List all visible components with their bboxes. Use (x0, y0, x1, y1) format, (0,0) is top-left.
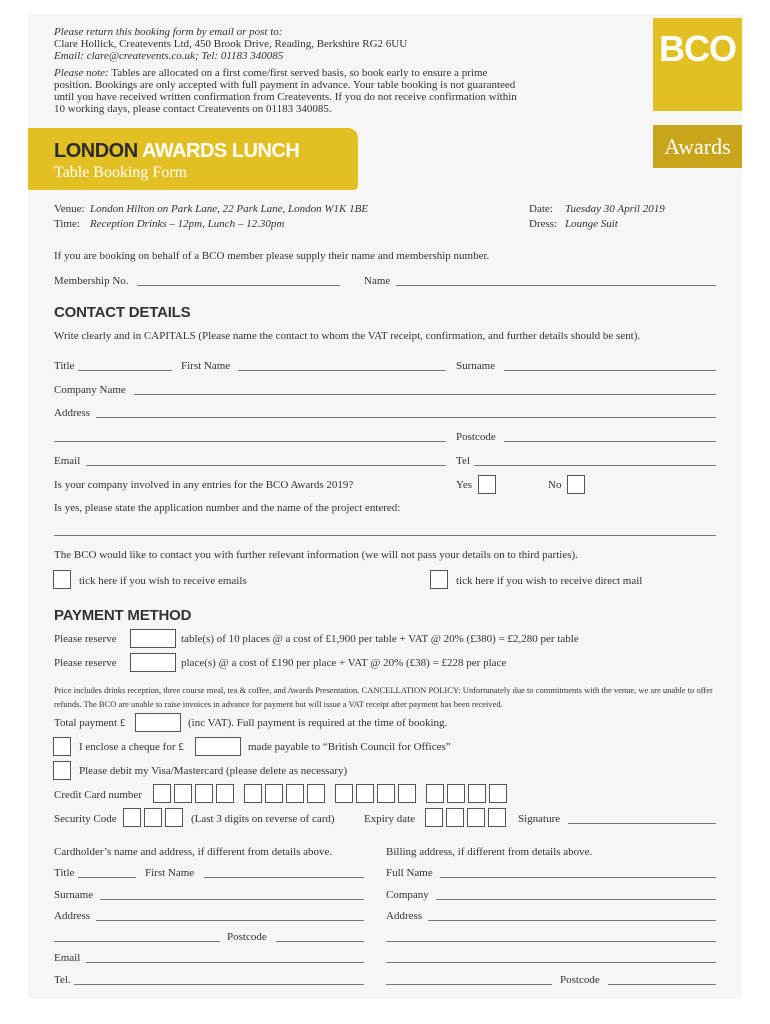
card-digit-box[interactable] (195, 784, 213, 803)
tables-quantity-input[interactable] (130, 629, 176, 648)
billing-address-field-2[interactable] (386, 941, 716, 942)
title-label: Title (54, 360, 75, 372)
contact-consent: The BCO would like to contact you with further relevant information (we will not pass your details on to third parties). (54, 549, 578, 561)
email-field[interactable] (86, 465, 446, 466)
card-digit-box[interactable] (153, 784, 171, 803)
company-name-field[interactable] (134, 394, 716, 395)
postcode-label: Postcode (456, 431, 496, 443)
card-digit-box[interactable] (398, 784, 416, 803)
card-digit-box[interactable] (265, 784, 283, 803)
payment-method-heading: PAYMENT METHOD (54, 607, 192, 624)
card-digit-box[interactable] (447, 784, 465, 803)
cardholder-surname-field[interactable] (100, 899, 364, 900)
first-name-label: First Name (181, 360, 231, 372)
tables-price-text: table(s) of 10 places @ a cost of £1,900 per table + VAT @ 20% (£380) = £2,280 per table (181, 633, 579, 645)
cardholder-postcode-label: Postcode (227, 931, 267, 943)
billing-postcode-field[interactable] (608, 984, 716, 985)
card-digit-box[interactable] (335, 784, 353, 803)
card-digit-box[interactable] (377, 784, 395, 803)
no-checkbox[interactable] (567, 475, 585, 494)
card-digit-box[interactable] (286, 784, 304, 803)
card-digit-box[interactable] (356, 784, 374, 803)
signature-field[interactable] (568, 823, 716, 824)
total-payment-input[interactable] (135, 713, 181, 732)
billing-full-name-field[interactable] (440, 877, 716, 878)
billing-postcode-label: Postcode (560, 974, 600, 986)
awards-logo: Awards (653, 125, 742, 168)
cardholder-email-field[interactable] (86, 962, 364, 963)
card-digit-box[interactable] (174, 784, 192, 803)
first-name-field[interactable] (238, 370, 446, 371)
card-digit-box[interactable] (216, 784, 234, 803)
venue-value: London Hilton on Park Lane, 22 Park Lane, London W1K 1BE (90, 203, 369, 215)
direct-mail-option-label: tick here if you wish to receive direct mail (456, 575, 643, 587)
reserve-tables-label: Please reserve (54, 633, 117, 645)
security-code-label: Security Code (54, 813, 117, 825)
cardholder-heading: Cardholder’s name and address, if different from details above. (54, 846, 333, 858)
security-digit-box[interactable] (144, 808, 162, 827)
time-label: Time: (54, 218, 80, 230)
total-payment-note: (inc VAT). Full payment is required at the time of booking. (188, 717, 448, 729)
note-line-1: Please note: Tables are allocated on a first come/first served basis, so book early to ensure a prime (54, 67, 488, 79)
emails-option-label: tick here if you wish to receive emails (79, 575, 247, 587)
signature-label: Signature (518, 813, 561, 825)
card-digit-box[interactable] (489, 784, 507, 803)
date-label: Date: (529, 203, 553, 215)
member-name-label: Name (364, 275, 391, 287)
expiry-digit-box[interactable] (446, 808, 464, 827)
expiry-digit-box[interactable] (425, 808, 443, 827)
cardholder-address-label: Address (54, 910, 91, 922)
entries-question: Is your company involved in any entries for the BCO Awards 2019? (54, 479, 354, 491)
cheque-checkbox[interactable] (53, 737, 71, 756)
card-digit-box[interactable] (307, 784, 325, 803)
card-debit-checkbox[interactable] (53, 761, 71, 780)
cardholder-title-field[interactable] (78, 877, 136, 878)
security-digit-box[interactable] (123, 808, 141, 827)
expiry-digit-box[interactable] (467, 808, 485, 827)
cardholder-surname-label: Surname (54, 889, 94, 901)
venue-label: Venue: (54, 203, 85, 215)
total-payment-label: Total payment £ (54, 717, 126, 729)
billing-company-label: Company (386, 889, 429, 901)
email-label: Email (54, 455, 81, 467)
contact-line: Email: clare@createvents.co.uk; Tel: 01183 340085 (54, 50, 284, 62)
time-value: Reception Drinks – 12pm, Lunch – 12.30pm (90, 218, 285, 230)
address-field-1[interactable] (96, 417, 716, 418)
cardholder-first-name-label: First Name (145, 867, 195, 879)
membership-number-label: Membership No. (54, 275, 129, 287)
reserve-places-label: Please reserve (54, 657, 117, 669)
billing-address-field-4[interactable] (386, 984, 552, 985)
billing-full-name-label: Full Name (386, 867, 433, 879)
address-label: Address (54, 407, 91, 419)
cheque-label: I enclose a cheque for £ (79, 741, 184, 753)
entries-followup: Is yes, please state the application number and the name of the project entered: (54, 502, 401, 514)
cardholder-title-label: Title (54, 867, 75, 879)
expiry-digit-box[interactable] (488, 808, 506, 827)
emails-checkbox[interactable] (53, 570, 71, 589)
cardholder-tel-field[interactable] (74, 984, 364, 985)
billing-address-label: Address (386, 910, 423, 922)
expiry-date-label: Expiry date (364, 813, 416, 825)
direct-mail-checkbox[interactable] (430, 570, 448, 589)
title-field[interactable] (78, 370, 172, 371)
event-title: LONDON AWARDS LUNCH (54, 140, 300, 162)
card-digit-box[interactable] (468, 784, 486, 803)
card-digit-box[interactable] (244, 784, 262, 803)
note-line-2: position. Bookings are only accepted with full payment in advance. Your table booking is not guaranteed (54, 79, 516, 91)
address-line: Clare Hollick, Createvents Ltd, 450 Brook Drive, Reading, Berkshire RG2 6UU (54, 38, 408, 50)
billing-heading: Billing address, if different from details above. (386, 846, 593, 858)
contact-instructions: Write clearly and in CAPITALS (Please name the contact to whom the VAT receipt, confirmation, and further details should be sent). (54, 330, 641, 342)
membership-number-field[interactable] (137, 285, 340, 286)
security-digit-box[interactable] (165, 808, 183, 827)
cardholder-address-field-1[interactable] (96, 920, 364, 921)
member-name-field[interactable] (396, 285, 716, 286)
surname-field[interactable] (504, 370, 716, 371)
cheque-amount-input[interactable] (195, 737, 241, 756)
entries-details-field[interactable] (54, 535, 716, 536)
cardholder-email-label: Email (54, 952, 81, 964)
bco-logo: BCO (653, 18, 742, 111)
postcode-field[interactable] (504, 441, 716, 442)
note-line-3: until you have received written confirmation from Createvents. If you do not receive confirmation within (54, 91, 517, 103)
places-price-text: place(s) @ a cost of £190 per place + VAT @ 20% (£38) = £228 per place (181, 657, 507, 669)
contact-details-heading: CONTACT DETAILS (54, 304, 191, 321)
cardholder-tel-label: Tel. (54, 974, 71, 986)
card-number-label: Credit Card number (54, 789, 142, 801)
cardholder-address-field-2[interactable] (54, 941, 220, 942)
cardholder-first-name-field[interactable] (204, 877, 364, 878)
cheque-note: made payable to “British Council for Offices” (248, 741, 451, 753)
tel-field[interactable] (474, 465, 716, 466)
price-note: Price includes drinks reception, three course meal, tea & coffee, and Awards Presentation. CANCELLATION POLICY: Unfortunately due to commitments with the venue, we are unable to offer refunds. The BCO are unable to raise invoices in advance for payment but will issue a VAT receipt after payment has been received. (54, 685, 713, 709)
form-subtitle: Table Booking Form (54, 164, 188, 181)
security-code-note: (Last 3 digits on reverse of card) (191, 813, 335, 825)
card-debit-label: Please debit my Visa/Mastercard (please delete as necessary) (79, 765, 348, 777)
billing-address-field-1[interactable] (428, 920, 716, 921)
membership-intro: If you are booking on behalf of a BCO member please supply their name and membership number. (54, 250, 490, 262)
no-label: No (548, 479, 562, 491)
note-line-4: 10 working days, please contact Createvents on 01183 340085. (54, 103, 332, 115)
billing-company-field[interactable] (436, 899, 716, 900)
dress-value: Lounge Suit (565, 218, 618, 230)
surname-label: Surname (456, 360, 496, 372)
cardholder-postcode-field[interactable] (276, 941, 364, 942)
yes-checkbox[interactable] (478, 475, 496, 494)
yes-label: Yes (456, 479, 473, 491)
company-name-label: Company Name (54, 384, 126, 396)
dress-label: Dress: (529, 218, 558, 230)
date-value: Tuesday 30 April 2019 (565, 203, 665, 215)
billing-address-field-3[interactable] (386, 962, 716, 963)
address-field-2[interactable] (54, 441, 446, 442)
tel-label: Tel (456, 455, 470, 467)
return-line: Please return this booking form by email or post to: (54, 26, 283, 38)
card-digit-box[interactable] (426, 784, 444, 803)
places-quantity-input[interactable] (130, 653, 176, 672)
